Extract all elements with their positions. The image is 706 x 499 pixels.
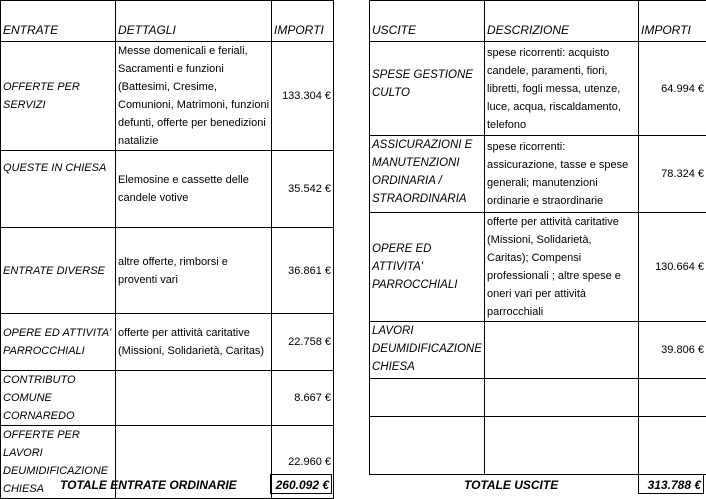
row-category: OPERE ED ATTIVITA' PARROCCHIALI <box>370 213 485 322</box>
table-row <box>370 213 706 322</box>
row-details: altre offerte, rimborsi e proventi vari <box>116 228 272 314</box>
table-row <box>370 322 706 379</box>
importi-header: IMPORTI <box>639 1 706 42</box>
row-category <box>370 379 485 417</box>
row-category: OFFERTE PER SERVIZI <box>1 42 116 151</box>
row-amount <box>639 417 706 475</box>
row-amount: 130.664 € <box>639 213 706 322</box>
row-amount: 8.667 € <box>272 371 334 426</box>
row-details <box>116 371 272 426</box>
entrate-totals <box>0 474 333 496</box>
table-row <box>1 314 334 371</box>
entrate-header: ENTRATE <box>1 1 116 42</box>
dettagli-header: DETTAGLI <box>116 1 272 42</box>
row-amount: 64.994 € <box>639 42 706 136</box>
row-details <box>485 417 639 475</box>
row-amount: 22.758 € <box>272 314 334 371</box>
row-details: Messe domenicali e feriali, Sacramenti e funzioni (Battesimi, Cresime, Comunioni, Matrimoni, funzioni defunti, offerte per benedizioni natalizie <box>116 42 272 151</box>
table-row <box>370 42 706 136</box>
row-details: spese ricorrenti: assicurazione, tasse e spese generali; manutenzioni ordinarie e straordinarie <box>485 136 639 213</box>
row-amount: 39.806 € <box>639 322 706 379</box>
row-category: OPERE ED ATTIVITA' PARROCCHIALI <box>1 314 116 371</box>
totale-entrate-label: TOTALE ENTRATE ORDINARIE <box>60 474 237 496</box>
table-row <box>1 151 334 228</box>
row-amount <box>639 379 706 417</box>
table-row <box>1 228 334 314</box>
table-row <box>1 371 334 426</box>
row-category: SPESE GESTIONE CULTO <box>370 42 485 136</box>
row-category <box>370 417 485 475</box>
table-row <box>370 379 706 417</box>
uscite-header: USCITE <box>370 1 485 42</box>
totale-uscite-value: 313.788 € <box>638 474 704 494</box>
table-row <box>1 42 334 151</box>
totale-entrate-value: 260.092 € <box>270 474 332 494</box>
entrate-table <box>0 0 333 499</box>
row-details: spese ricorrenti: acquisto candele, paramenti, fiori, libretti, fogli messa, utenze, luce, acqua, riscaldamento, telefono <box>485 42 639 136</box>
row-amount: 22.960 € <box>272 426 334 499</box>
row-amount: 133.304 € <box>272 42 334 151</box>
row-category: OFFERTE PER LAVORI DEUMIDIFICAZIONE CHIESA <box>1 426 116 499</box>
row-details: offerte per attività caritative (Missioni, Solidarietà, Caritas); Compensi professionali ; altre spese e oneri vari per attività parrocchiali <box>485 213 639 322</box>
uscite-header-row <box>370 1 706 42</box>
row-category: CONTRIBUTO COMUNE CORNAREDO <box>1 371 116 426</box>
row-category: ENTRATE DIVERSE <box>1 228 116 314</box>
row-amount: 35.542 € <box>272 151 334 228</box>
row-details <box>485 379 639 417</box>
uscite-table <box>369 0 706 475</box>
row-details: offerte per attività caritative (Missioni, Solidarietà, Caritas) <box>116 314 272 371</box>
totale-uscite-label: TOTALE USCITE <box>464 474 558 496</box>
row-category: LAVORI DEUMIDIFICAZIONE CHIESA <box>370 322 485 379</box>
importi-header: IMPORTI <box>272 1 334 42</box>
row-details <box>485 322 639 379</box>
row-amount: 36.861 € <box>272 228 334 314</box>
uscite-totals <box>369 474 706 496</box>
table-row <box>370 417 706 475</box>
row-category: ASSICURAZIONI E MANUTENZIONI ORDINARIA / STRAORDINARIA <box>370 136 485 213</box>
row-amount: 78.324 € <box>639 136 706 213</box>
table-row <box>370 136 706 213</box>
descrizione-header: DESCRIZIONE <box>485 1 639 42</box>
entrate-header-row <box>1 1 334 42</box>
row-category: QUESTE IN CHIESA <box>1 151 116 228</box>
row-details: Elemosine e cassette delle candele votive <box>116 151 272 228</box>
